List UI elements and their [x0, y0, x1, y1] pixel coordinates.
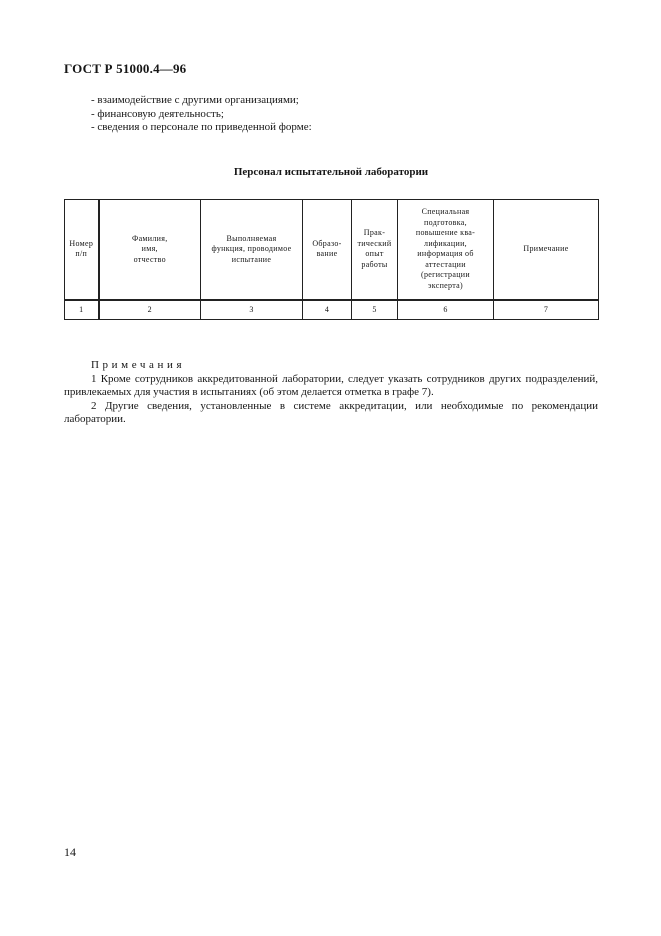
header-cell-education: Образо- вание: [303, 200, 352, 300]
column-number: 7: [494, 300, 599, 320]
notes-section: [64, 359, 598, 427]
table-header-row: [65, 200, 599, 300]
column-number: 1: [65, 300, 99, 320]
header-cell-name: Фамилия, имя, отчество: [99, 200, 201, 300]
page-number: 14: [64, 845, 76, 859]
header-cell-remarks: Примечание: [494, 200, 599, 300]
column-number: 5: [352, 300, 398, 320]
header-cell-number: Номер п/п: [65, 200, 99, 300]
list-item: - взаимодействие с другими организациями;: [91, 94, 299, 106]
note-item: 2 Другие сведения, установленные в системе аккредитации, или необходимые по рекомендации лаборатории.: [64, 399, 598, 425]
header-cell-training: Специальная подготовка, повышение ква- лификации, информация об аттестации (регистрации эксперта): [398, 200, 494, 300]
table-row: [65, 300, 599, 320]
table-title: Персонал испытательной лаборатории: [233, 166, 429, 178]
note-item: 1 Кроме сотрудников аккредитованной лаборатории, следует указать сотрудников других подразделений, привлекаемых для участия в испытаниях (об этом делается отметка в графе 7).: [64, 372, 598, 398]
header-cell-function: Выполняемая функция, проводимое испытание: [201, 200, 303, 300]
intro-list: [91, 94, 312, 135]
column-number: 2: [99, 300, 201, 320]
document-code: ГОСТ Р 51000.4—96: [64, 61, 187, 76]
column-number: 6: [398, 300, 494, 320]
column-number: 3: [201, 300, 303, 320]
list-item: - сведения о персонале по приведенной форме:: [91, 121, 312, 133]
header-cell-experience: Прак- тический опыт работы: [352, 200, 398, 300]
list-item: - финансовую деятельность;: [91, 107, 224, 120]
notes-title: Примечания: [91, 359, 186, 371]
column-number: 4: [303, 300, 352, 320]
personnel-table: [64, 199, 599, 320]
